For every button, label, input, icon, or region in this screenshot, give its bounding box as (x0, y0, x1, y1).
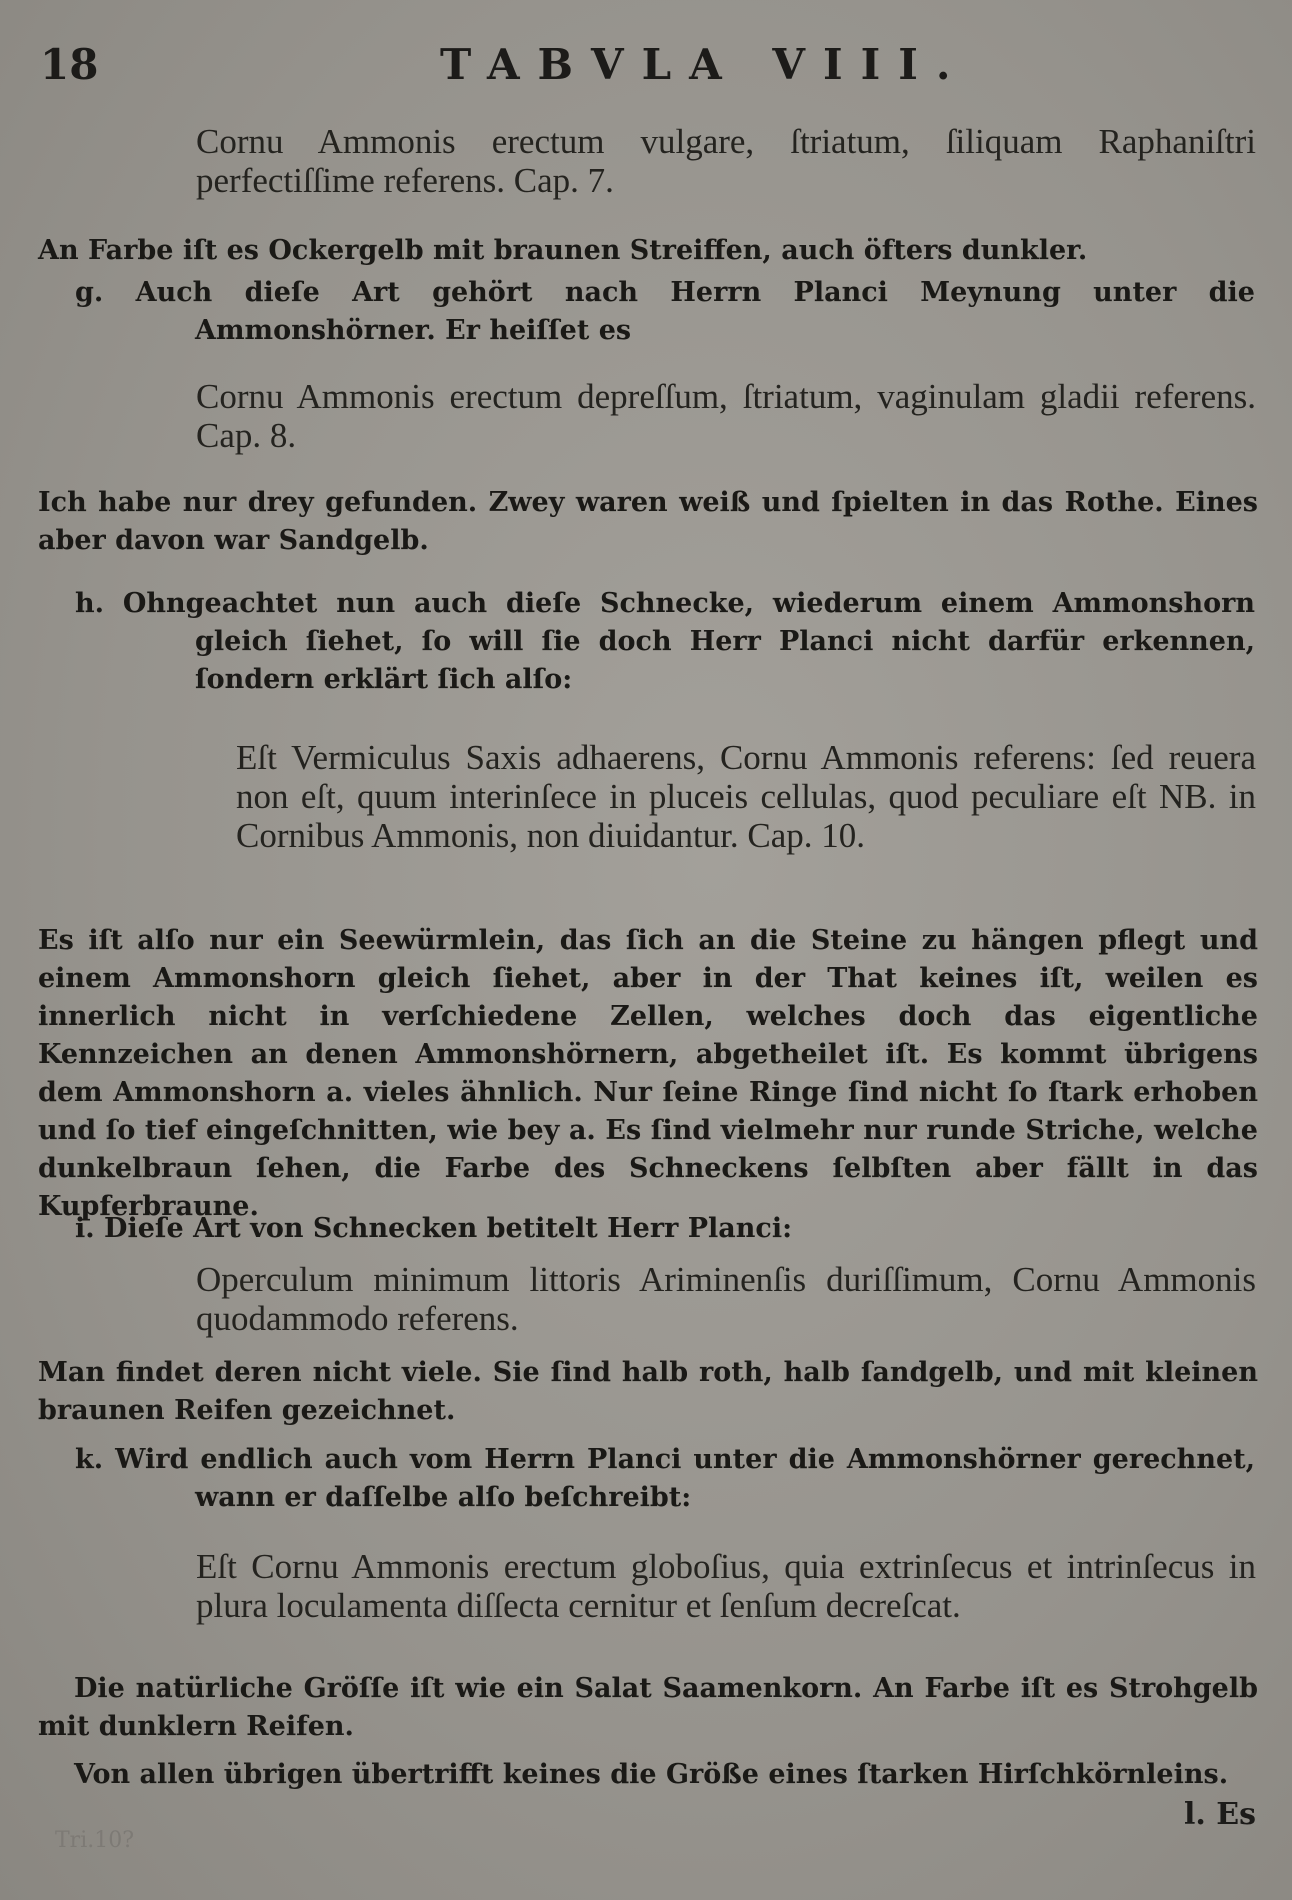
paragraph-seewuermlein: Es iſt alſo nur ein Seewürmlein, das ſich an die Steine zu hängen pflegt und einem Ammonshorn gleich ſiehet, aber in der That keines iſt, weilen es innerlich nicht in verſchiedene Zellen, welches doch das eigentliche Kennzeichen an denen Ammonshörnern, abgetheilet iſt. Es kommt übrigens dem Ammonshorn a. vieles ähnlich. Nur ſeine Ringe ſind nicht ſo ſtark erhoben und ſo tief eingeſchnitten, wie bey a. Es ſind vielmehr nur runde Striche, welche dunkelbraun ſehen, die Farbe des Schneckens ſelbſten aber fällt in das Kupferbraune. (38, 925, 1258, 1222)
paragraph-natural-size: Die natürliche Gröſſe iſt wie ein Salat Saamenkorn. An Farbe iſt es Strohgelb mit dunklern Reifen. (38, 1673, 1258, 1742)
latin-operculum: Operculum minimum littoris Ariminenſis duriſſimum, Cornu Ammonis quodammodo referens. (196, 1260, 1256, 1338)
page-number: 18 (40, 40, 99, 89)
latin-description-10: Eſt Vermiculus Saxis adhaerens, Cornu Ammonis referens: ſed reuera non eſt, quum interinſece in pluceis cellulas, quod peculiare eſt NB. in Cornibus Ammonis, non diuidantur. Cap. 10. (236, 738, 1256, 855)
latin-globosius: Eſt Cornu Ammonis erectum globoſius, quia extrinſecus et intrinſecus in plura loculamenta diſſecta cernitur et ſenſum decreſcat. (196, 1547, 1256, 1625)
paragraph-von-allen: Von allen übrigen übertrifft keines die Größe eines ſtarken Hirſchkörnleins. (74, 1759, 1229, 1790)
paragraph-colour-note: An Farbe iſt es Ockergelb mit braunen Streiffen, auch öfters dunkler. (38, 235, 1088, 266)
faint-mark: Tri.10? (55, 1828, 135, 1853)
entry-k: k. Wird endlich auch vom Herrn Planci unter die Ammonshörner gerechnet, wann er daſſelbe alſo beſchreibt: (75, 1444, 1255, 1513)
catchword: l. Es (1183, 1797, 1256, 1832)
paragraph-found-three: Ich habe nur drey gefunden. Zwey waren weiß und ſpielten in das Rothe. Eines aber davon war Sandgelb. (38, 487, 1258, 556)
page-title: TABVLA VIII. (440, 40, 969, 89)
entry-g: g. Auch dieſe Art gehört nach Herrn Planci Meynung unter die Ammonshörner. Er heiſſet es (75, 277, 1255, 346)
paragraph-man-findet: Man findet deren nicht viele. Sie ſind halb roth, halb ſandgelb, und mit kleinen braunen Reifen gezeichnet. (38, 1357, 1258, 1426)
page-header (40, 40, 1270, 100)
latin-description-8: Cornu Ammonis erectum depreſſum, ſtriatum, vaginulam gladii referens. Cap. 8. (196, 377, 1256, 455)
entry-h: h. Ohngeachtet nun auch dieſe Schnecke, wiederum einem Ammonshorn gleich ſiehet, ſo will ſie doch Herr Planci nicht darfür erkennen, ſondern erklärt ſich alſo: (75, 588, 1255, 695)
latin-description-7: Cornu Ammonis erectum vulgare, ſtriatum, ſiliquam Raphaniſtri perfectiſſime referens. Cap. 7. (196, 122, 1256, 200)
entry-i: i. Dieſe Art von Schnecken betitelt Herr Planci: (75, 1213, 793, 1244)
